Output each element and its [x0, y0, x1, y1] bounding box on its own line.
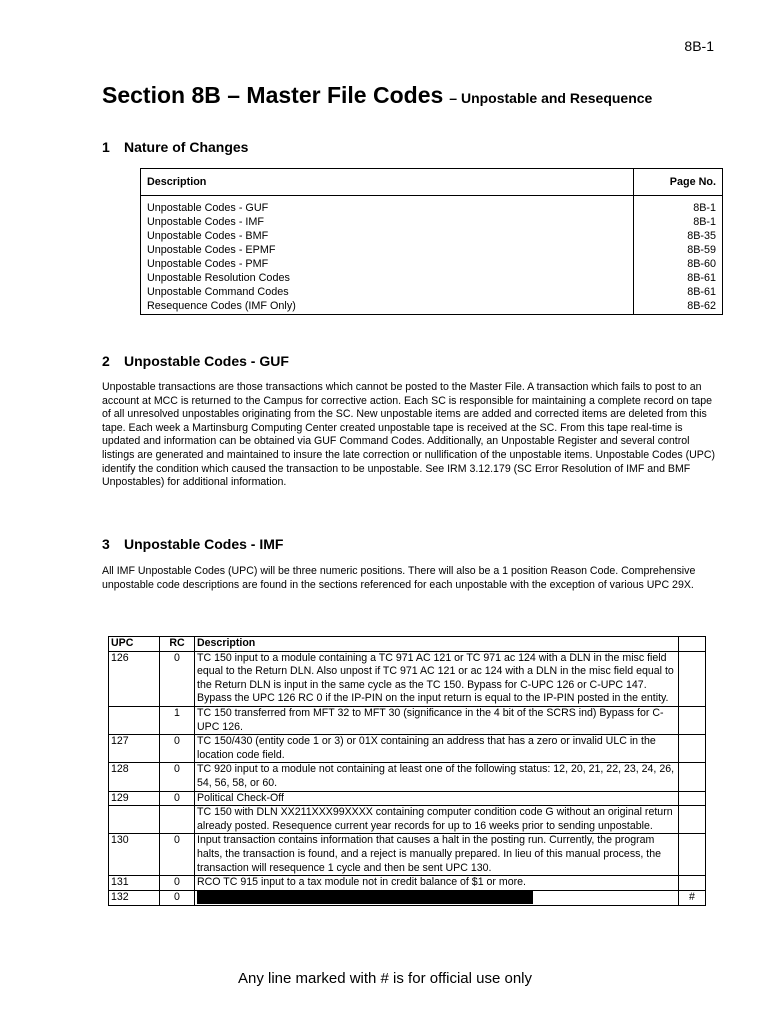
upc-cell: 129 [109, 791, 160, 806]
description-cell: TC 150/430 (entity code 1 or 3) or 01X containing an address that has a zero or invalid ULC in the location code field. [195, 735, 679, 763]
toc-row [141, 243, 723, 257]
official-use-mark [679, 651, 706, 706]
official-use-mark [679, 806, 706, 834]
toc-row-description: Unpostable Codes - IMF [147, 216, 265, 228]
upc-cell [109, 706, 160, 734]
upc-row [109, 806, 706, 834]
official-use-mark [679, 706, 706, 734]
official-use-mark [679, 876, 706, 891]
toc-row-page: 8B-60 [634, 257, 723, 271]
title-sub: – Unpostable and Resequence [449, 90, 653, 106]
rc-cell: 0 [160, 890, 195, 905]
section-1-title: Nature of Changes [124, 139, 249, 155]
rc-cell: 1 [160, 706, 195, 734]
official-use-mark [679, 791, 706, 806]
toc-row-description: Unpostable Codes - BMF [147, 230, 269, 242]
toc-row [141, 257, 723, 271]
rc-cell: 0 [160, 651, 195, 706]
upc-row [109, 735, 706, 763]
description-cell: RCO TC 915 input to a tax module not in credit balance of $1 or more. [195, 876, 679, 891]
toc-row-description: Unpostable Resolution Codes [147, 272, 290, 284]
toc-header-row [141, 169, 723, 196]
upc-cell: 127 [109, 735, 160, 763]
rc-cell: 0 [160, 834, 195, 876]
section-3-heading [102, 536, 283, 552]
description-cell: Input transaction contains information that causes a halt in the posting run. Currently, the program halts, the transaction is found, and a reject is manually prepared. In lieu of this manual process, the transaction will resequence 1 cycle and then be sent UPC 130. [195, 834, 679, 876]
rc-cell [160, 806, 195, 834]
description-cell: TC 920 input to a module not containing at least one of the following status: 12, 20, 21, 22, 23, 24, 26, 54, 56, 58, or 60. [195, 763, 679, 791]
official-use-mark: # [679, 890, 706, 905]
nature-of-changes-table [140, 168, 723, 315]
upc-cell: 128 [109, 763, 160, 791]
toc-row-page: 8B-59 [634, 243, 723, 257]
toc-row-page: 8B-35 [634, 229, 723, 243]
upc-row [109, 890, 706, 905]
upc-cell: 132 [109, 890, 160, 905]
toc-row-description: Unpostable Codes - EPMF [147, 244, 276, 256]
description-cell: TC 150 input to a module containing a TC 971 AC 121 or TC 971 ac 124 with a DLN in the misc field equal to the Return DLN. Also unpost if TC 971 AC 121 or ac 124 with a DLN in the misc field equal to the Return DLN is input in the same cycle as the TC 150. Bypass for C-UPC 126 or C-UPC 147. Bypass the UPC 126 RC 0 if the IP-PIN on the input return is equal to the IP-PIN posted in the entity. [195, 651, 679, 706]
section-2-title: Unpostable Codes - GUF [124, 353, 289, 369]
title-main: Section 8B – Master File Codes [102, 82, 444, 108]
toc-row [141, 285, 723, 299]
upc-row [109, 763, 706, 791]
toc-row [141, 229, 723, 243]
upc-cell: 130 [109, 834, 160, 876]
official-use-mark [679, 763, 706, 791]
imf-upc-table [108, 636, 706, 906]
toc-row-page: 8B-61 [634, 285, 723, 299]
footer-note: Any line marked with # is for official use only [237, 970, 533, 987]
section-2-paragraph: Unpostable transactions are those transactions which cannot be posted to the Master File. A transaction which fails to post to an account at MCC is returned to the Campus for corrective action. Each SC is responsible for maintaining a complete record on tape of all unresolved unpostables originating from the SC. New unpostable items are added and corrected items are deleted from this tape. Each week a Martinsburg Computing Center created unpostable tape is received at the SC. From this tape real-time is updated and information can be obtained via GUF Command Codes. Additionally, an Unpostable Register and several control listings are generated and maintained to insure the late correction or nullification of the unpostable items. Unpostable Codes (UPC) identify the condition which caused the transaction to be unpostable. See IRM 3.12.179 (SC Error Resolution of IMF and BMF Unpostables) for additional information. [102, 381, 716, 489]
page-number: 8B-1 [684, 38, 714, 54]
rc-cell: 0 [160, 735, 195, 763]
rc-cell: 0 [160, 791, 195, 806]
toc-row-description: Unpostable Codes - PMF [147, 258, 269, 270]
rc-cell: 0 [160, 763, 195, 791]
upc-col-rc: RC [160, 637, 195, 652]
description-cell: Political Check-Off [195, 791, 679, 806]
toc-row-page: 8B-62 [634, 299, 723, 315]
upc-row [109, 876, 706, 891]
upc-cell [109, 806, 160, 834]
upc-cell: 131 [109, 876, 160, 891]
section-2-heading [102, 353, 289, 369]
section-2-number: 2 [102, 353, 110, 369]
upc-cell: 126 [109, 651, 160, 706]
redaction-bar [197, 891, 533, 904]
toc-row-page: 8B-1 [634, 196, 723, 216]
toc-row [141, 299, 723, 315]
toc-col-description: Description [141, 169, 634, 196]
section-3-title: Unpostable Codes - IMF [124, 536, 284, 552]
toc-row-description: Unpostable Command Codes [147, 286, 289, 298]
description-cell: TC 150 transferred from MFT 32 to MFT 30 (significance in the 4 bit of the SCRS ind) Bypass for C-UPC 126. [195, 706, 679, 734]
toc-row [141, 271, 723, 285]
toc-row [141, 196, 723, 216]
upc-col-upc: UPC [109, 637, 160, 652]
page-title [102, 74, 652, 111]
rc-cell: 0 [160, 876, 195, 891]
section-1-heading [102, 139, 248, 155]
section-1-number: 1 [102, 139, 110, 155]
description-cell: TC 150 with DLN XX211XXX99XXXX containing computer condition code G without an original return already posted. Resequence current year records for up to 16 weeks prior to sending unpostable. [195, 806, 679, 834]
upc-row [109, 706, 706, 734]
toc-col-page: Page No. [634, 169, 723, 196]
toc-row-description: Unpostable Codes - GUF [147, 202, 269, 214]
section-3-paragraph: All IMF Unpostable Codes (UPC) will be three numeric positions. There will also be a 1 position Reason Code. Comprehensive unpostable code descriptions are found in the sections referenced for each unpostable with the exception of various UPC 29X. [102, 565, 696, 591]
toc-row [141, 215, 723, 229]
toc-row-description: Resequence Codes (IMF Only) [147, 300, 296, 312]
official-use-mark [679, 834, 706, 876]
upc-col-description: Description [195, 637, 679, 652]
section-3-number: 3 [102, 536, 110, 552]
toc-row-page: 8B-1 [634, 215, 723, 229]
upc-row [109, 651, 706, 706]
toc-row-page: 8B-61 [634, 271, 723, 285]
official-use-mark [679, 735, 706, 763]
description-cell [195, 890, 679, 905]
upc-row [109, 791, 706, 806]
upc-col-mark [679, 637, 706, 652]
upc-header-row [109, 637, 706, 652]
upc-row [109, 834, 706, 876]
